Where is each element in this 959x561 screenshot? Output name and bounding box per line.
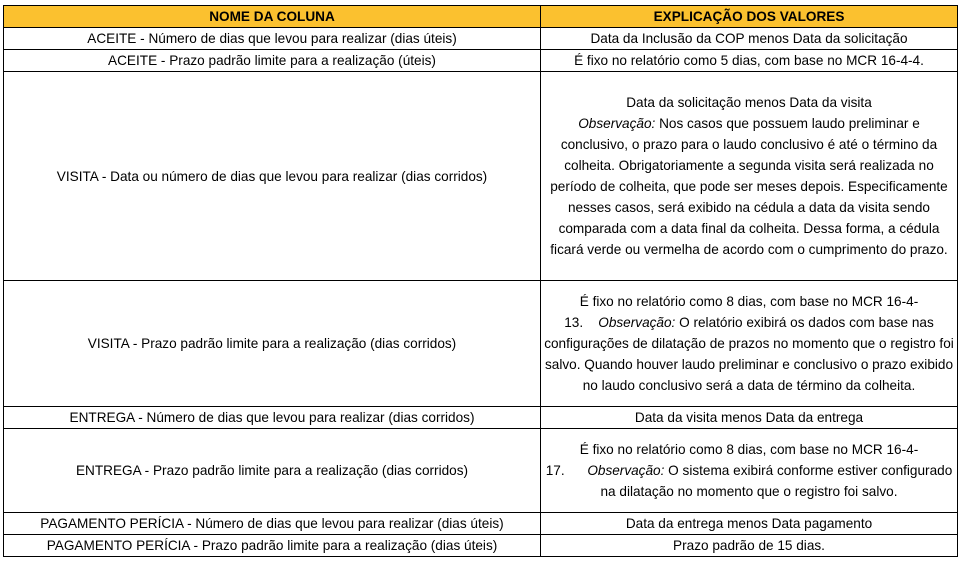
explanation-text: É fixo no relatório como 5 dias, com base no MCR 16-4-4. (574, 53, 924, 68)
row-explanation (541, 535, 958, 557)
table-row (4, 281, 958, 407)
table-row (4, 407, 958, 429)
row-explanation (541, 513, 958, 535)
observation-label: Observação: (598, 315, 676, 330)
header-explanation: EXPLICAÇÃO DOS VALORES (541, 6, 958, 28)
row-name: VISITA - Prazo padrão limite para a realização (dias corridos) (4, 281, 541, 407)
row-name: PAGAMENTO PERÍCIA - Número de dias que levou para realizar (dias úteis) (4, 513, 541, 535)
table-row (4, 429, 958, 513)
row-name: VISITA - Data ou número de dias que levou para realizar (dias corridos) (4, 72, 541, 281)
observation-label: Observação: (578, 116, 656, 131)
row-explanation (541, 429, 958, 513)
table-row (4, 50, 958, 72)
header-column-name: NOME DA COLUNA (4, 6, 541, 28)
row-explanation (541, 281, 958, 407)
observation-text: Nos casos que possuem laudo preliminar e conclusivo, o prazo para o laudo conclusivo é até o término da colheita. Obrigatoriamente a segunda visita será realizada no período de colheita, que pode ser meses depois. Especificamente nesses casos, será exibido na cédula a data da visita sendo comparada com a data final da colheita. Dessa forma, a cédula ficará verde ou vermelha de acordo com o cumprimento do prazo. (550, 116, 948, 257)
row-explanation (541, 407, 958, 429)
explanation-text: Data da Inclusão da COP menos Data da solicitação (590, 31, 908, 46)
row-explanation (541, 72, 958, 281)
explanation-text: Data da entrega menos Data pagamento (625, 516, 873, 531)
explanation-text: Data da visita menos Data da entrega (634, 410, 864, 425)
explanation-text: Prazo padrão de 15 dias. (673, 538, 825, 553)
explanation-text: Data da solicitação menos Data da visita (626, 95, 872, 110)
table-row (4, 72, 958, 281)
explanation-text: É fixo no relatório como 8 dias, com base no MCR 16-4-17. (545, 442, 919, 478)
observation-label: Observação: (587, 463, 665, 478)
row-name: ACEITE - Número de dias que levou para realizar (dias úteis) (4, 28, 541, 50)
row-explanation (541, 28, 958, 50)
row-name: ENTREGA - Prazo padrão limite para a realização (dias corridos) (4, 429, 541, 513)
document-table (3, 5, 958, 557)
observation-text: O sistema exibirá conforme estiver configurado na dilatação no momento que o registro foi salvo. (600, 463, 953, 499)
table-row (4, 513, 958, 535)
header-row (4, 6, 958, 28)
table-row (4, 535, 958, 557)
explanation-text: É fixo no relatório como 8 dias, com base no MCR 16-4-13. (564, 294, 919, 330)
row-name: PAGAMENTO PERÍCIA - Prazo padrão limite para a realização (dias úteis) (4, 535, 541, 557)
row-name: ENTREGA - Número de dias que levou para realizar (dias corridos) (4, 407, 541, 429)
row-explanation (541, 50, 958, 72)
table-row (4, 28, 958, 50)
observation-text: O relatório exibirá os dados com base nas configurações de dilatação de prazos no momento que o registro foi salvo. Quando houver laudo preliminar e conclusivo o prazo exibido no laudo conclusivo será a data de término da colheita. (544, 315, 954, 393)
row-name: ACEITE - Prazo padrão limite para a realização (úteis) (4, 50, 541, 72)
